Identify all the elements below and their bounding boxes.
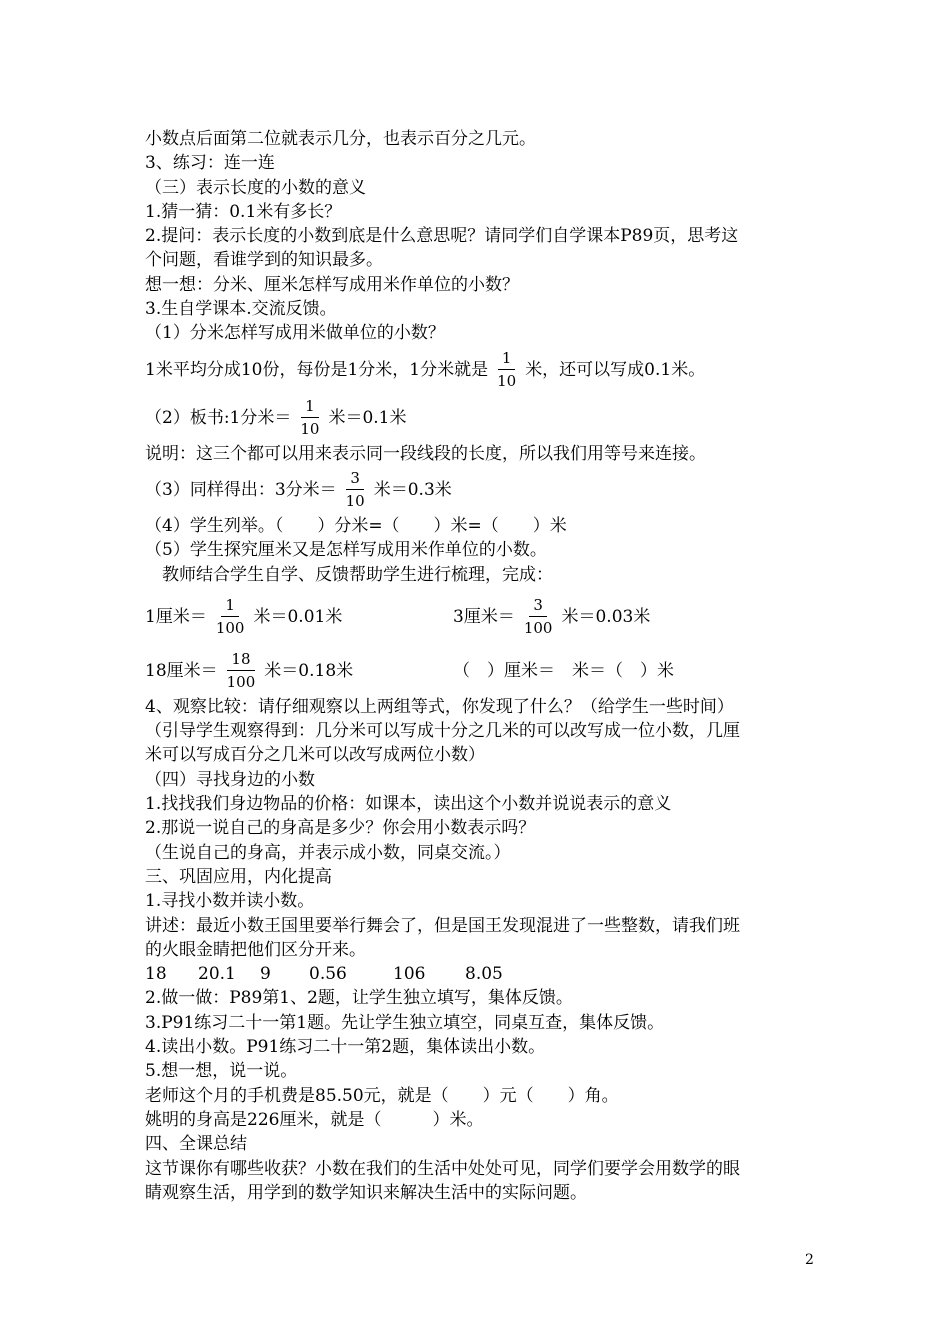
fraction: [342, 469, 369, 510]
equation-text: 米＝0.18米: [264, 660, 354, 681]
text-line: （5）学生探究厘米又是怎样写成用米作单位的小数。: [145, 540, 547, 561]
text-line: 2.那说一说自己的身高是多少？你会用小数表示吗？: [145, 818, 536, 839]
fraction: [223, 650, 260, 691]
text-line: 5.想一想，说一说。: [145, 1061, 298, 1082]
fraction-numerator: 1: [221, 596, 239, 617]
fraction-denominator: 100: [226, 673, 256, 692]
fraction-numerator: 3: [346, 469, 364, 490]
equation-text: 米＝0.01米: [253, 606, 343, 627]
text-line: 睛观察生活，用学到的数学知识来解决生活中的实际问题。: [145, 1182, 587, 1203]
fraction: [296, 397, 323, 438]
equation-line: [145, 466, 815, 514]
text-line: 1.寻找小数并读小数。: [145, 891, 315, 912]
text-line: （生说自己的身高，并表示成小数，同桌交流。）: [145, 842, 511, 863]
number-item: 18: [145, 964, 167, 985]
text-line: 4.读出小数。P91练习二十一第2题，集体读出小数。: [145, 1037, 546, 1058]
fraction-numerator: 1: [301, 397, 319, 418]
text-line: 个问题，看谁学到的知识最多。: [145, 250, 383, 271]
text-line: 想一想：分米、厘米怎样写成用米作单位的小数？: [145, 274, 519, 295]
fraction-numerator: 1: [498, 349, 516, 370]
text-line: 1.猜一猜：0.1米有多长？: [145, 201, 342, 222]
text-line: 3.生自学课本.交流反馈。: [145, 299, 337, 320]
text-line: 姚明的身高是226厘米，就是（ ）米。: [145, 1109, 484, 1130]
section-heading: 三、巩固应用，内化提高: [145, 866, 332, 887]
fraction-denominator: 10: [345, 492, 365, 511]
text-line: 教师结合学生自学、反馈帮助学生进行梳理，完成：: [145, 564, 553, 585]
equation-right: （ ）厘米＝ 米＝（ ）米: [453, 660, 674, 681]
equation-text: 3厘米＝: [453, 606, 515, 627]
equation-line: [145, 394, 815, 442]
number-item: 20.1: [198, 964, 236, 985]
fraction: [520, 596, 557, 637]
number-item: 0.56: [309, 964, 347, 985]
equation-line: [145, 346, 815, 394]
fraction-numerator: 3: [529, 596, 547, 617]
text-line: 老师这个月的手机费是85.50元，就是（ ）元（ ）角。: [145, 1085, 619, 1106]
section-heading: （三）表示长度的小数的意义: [145, 177, 366, 198]
text-line: 3.P91练习二十一第1题。先让学生独立填空，同桌互查，集体反馈。: [145, 1012, 665, 1033]
document-body: [145, 127, 815, 1205]
text-line: 小数点后面第二位就表示几分，也表示百分之几元。: [145, 129, 536, 149]
equation-pair: [145, 647, 815, 695]
equation-text: 1厘米＝: [145, 606, 207, 627]
equation-text: 米＝0.1米: [328, 407, 407, 428]
fraction-numerator: 18: [227, 650, 254, 671]
text-line: （引导学生观察得到：几分米可以写成十分之几米的可以改写成一位小数，几厘: [145, 721, 740, 742]
equation-text: （3）同样得出：3分米＝: [145, 479, 337, 500]
equation-text: （2）板书:1分米＝: [145, 407, 292, 428]
equation-pair: [145, 593, 815, 641]
equation-text: 18厘米＝: [145, 660, 218, 681]
fraction: [493, 349, 520, 390]
page-number: 2: [805, 1252, 814, 1268]
equation-right: [453, 596, 650, 637]
section-heading: （四）寻找身边的小数: [145, 769, 315, 790]
text-line: 讲述：最近小数王国里要举行舞会了，但是国王发现混进了一些整数，请我们班: [145, 915, 740, 936]
equation-text: 米，还可以写成0.1米。: [525, 359, 706, 380]
text-line: 说明：这三个都可以用来表示同一段线段的长度，所以我们用等号来连接。: [145, 443, 706, 464]
text-line: （4）学生列举。（ ）分米=（ ）米=（ ）米: [145, 515, 567, 536]
fraction-denominator: 100: [215, 619, 245, 638]
equation-left: [145, 596, 342, 637]
number-list: [145, 962, 815, 986]
text-line: 米可以写成百分之几米可以改写成两位小数）: [145, 745, 485, 766]
text-line: 2.做一做：P89第1、2题，让学生独立填写，集体反馈。: [145, 988, 573, 1009]
equation-text: 米＝0.03米: [561, 606, 651, 627]
equation-text: 1米平均分成10份，每份是1分米，1分米就是: [145, 359, 489, 380]
text-line: 这节课你有哪些收获？小数在我们的生活中处处可见，同学们要学会用数学的眼: [145, 1158, 740, 1179]
equation-left: [145, 650, 353, 691]
text-line: 的火眼金睛把他们区分开来。: [145, 939, 366, 960]
text-line: 1.找找我们身边物品的价格：如课本，读出这个小数并说说表示的意义: [145, 794, 672, 815]
text-line: （1）分米怎样写成用米做单位的小数？: [145, 323, 445, 344]
number-item: 8.05: [465, 964, 503, 985]
equation-text: 米＝0.3米: [373, 479, 452, 500]
number-item: 9: [260, 964, 271, 985]
text-line: 3、练习：连一连: [145, 153, 275, 174]
section-heading: 四、全课总结: [145, 1134, 247, 1155]
fraction-denominator: 10: [497, 372, 517, 391]
fraction-denominator: 100: [523, 619, 553, 638]
fraction: [212, 596, 249, 637]
text-line: 4、观察比较：请仔细观察以上两组等式，你发现了什么？（给学生一些时间）: [145, 696, 734, 717]
text-line: 2.提问：表示长度的小数到底是什么意思呢？请同学们自学课本P89页，思考这: [145, 226, 739, 247]
fraction-denominator: 10: [300, 420, 320, 439]
number-item: 106: [393, 964, 426, 985]
